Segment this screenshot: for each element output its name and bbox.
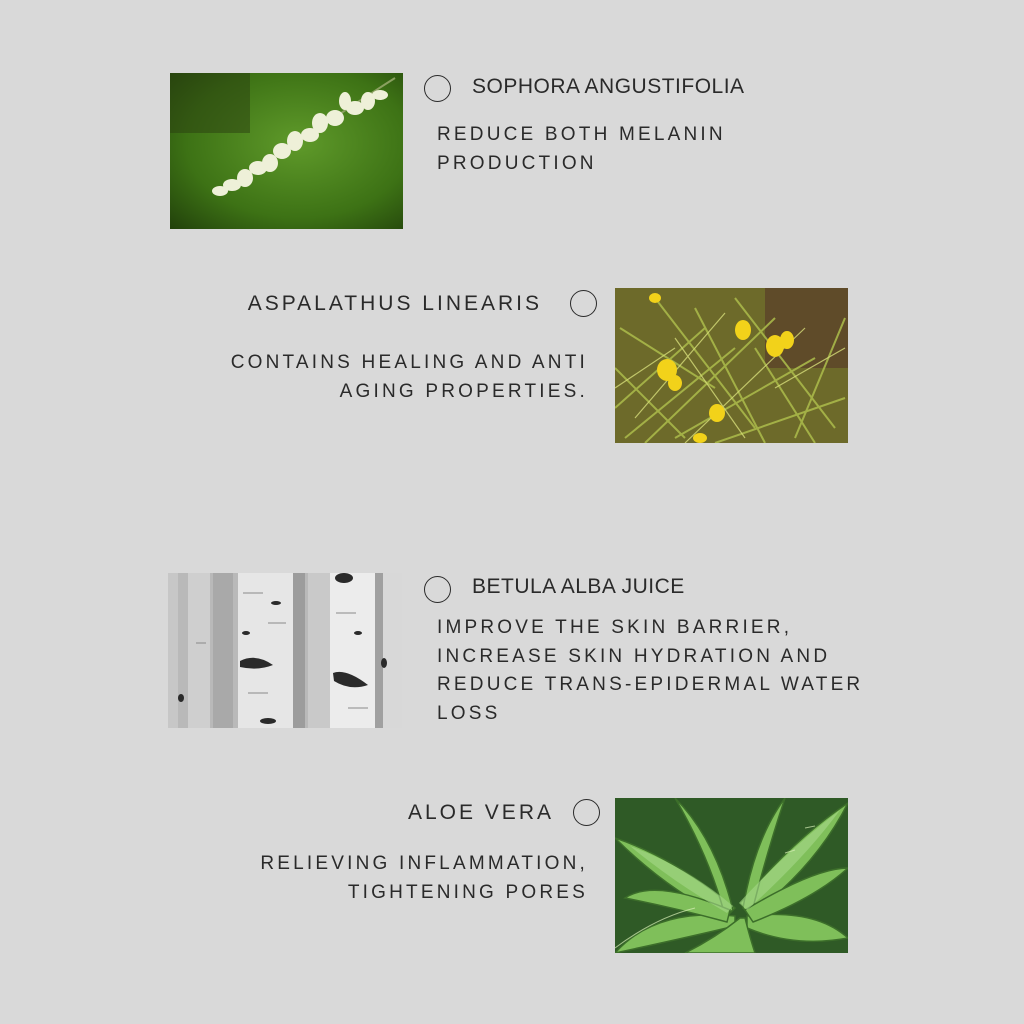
aloe-title: ALOE VERA bbox=[407, 801, 554, 824]
rooibos-plant-icon bbox=[615, 288, 848, 443]
betula-description-line-1: IMPROVE THE SKIN BARRIER, bbox=[437, 617, 793, 638]
betula-title: BETULA ALBA JUICE bbox=[472, 575, 685, 598]
aspalathus-description-line-2: AGING PROPERTIES. bbox=[339, 380, 588, 402]
sophora-description-line-2: PRODUCTION bbox=[437, 152, 597, 174]
betula-description-line-3: REDUCE TRANS-EPIDERMAL WATER bbox=[437, 674, 864, 695]
betula-bullet-circle-icon bbox=[424, 576, 451, 603]
sophora-description-line-1: REDUCE BOTH MELANIN bbox=[437, 124, 726, 145]
aloe-photo bbox=[615, 798, 848, 953]
betula-description bbox=[437, 614, 863, 728]
aspalathus-photo bbox=[615, 288, 848, 443]
aspalathus-description-line-1: CONTAINS HEALING AND ANTI bbox=[230, 352, 588, 373]
aspalathus-description bbox=[231, 349, 588, 406]
sophora-photo bbox=[170, 73, 403, 229]
betula-photo bbox=[168, 573, 402, 728]
sophora-bullet-circle-icon bbox=[424, 75, 451, 102]
aloe-description bbox=[260, 850, 588, 907]
aloe-description-line-1: RELIEVING INFLAMMATION, bbox=[260, 853, 588, 874]
aloe-description-line-2: TIGHTENING PORES bbox=[347, 881, 588, 903]
aspalathus-title: ASPALATHUS LINEARIS bbox=[247, 292, 542, 315]
sophora-description bbox=[437, 121, 726, 178]
birch-trees-icon bbox=[168, 573, 402, 728]
aspalathus-bullet-circle-icon bbox=[570, 290, 597, 317]
betula-description-line-4: LOSS bbox=[437, 702, 501, 724]
sophora-flower-icon bbox=[170, 73, 403, 229]
sophora-title: SOPHORA ANGUSTIFOLIA bbox=[472, 75, 745, 98]
aloe-bullet-circle-icon bbox=[573, 799, 600, 826]
aloe-vera-icon bbox=[615, 798, 848, 953]
betula-description-line-2: INCREASE SKIN HYDRATION AND bbox=[437, 645, 831, 667]
